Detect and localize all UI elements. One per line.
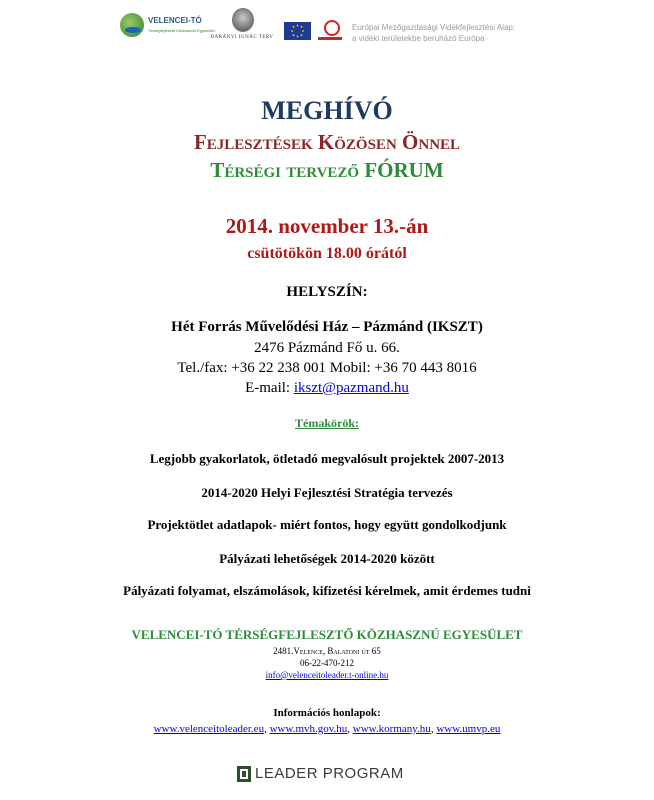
daranyi-ignac-terv-logo (208, 8, 276, 48)
eafrd-line-1: Európai Mezőgazdasági Vidékfejlesztési Alap: (352, 23, 516, 32)
ministry-logo-icon (316, 20, 344, 42)
organizer-phone: 06-22-470-212 (300, 658, 354, 668)
link-separator: , (430, 723, 437, 735)
info-links (0, 723, 654, 735)
eafrd-line-2: a vidéki területekbe beruházó Európa (352, 34, 485, 43)
link-separator: , (264, 723, 270, 735)
portrait-icon (232, 8, 254, 32)
leaf-logo-icon (120, 13, 144, 37)
leader-program-text: LEADER PROGRAM (255, 765, 404, 782)
topic-item: Projektötlet adatlapok- miért fontos, hogy együtt gondolkodjunk (147, 517, 507, 532)
topic-item: Pályázati lehetőségek 2014-2020 között (219, 551, 435, 566)
event-time: csütötökön 18.00 órától (247, 245, 407, 262)
link-velenceitoleader[interactable]: www.velenceitoleader.eu (153, 723, 265, 735)
header-logos (118, 8, 548, 50)
eafrd-text (352, 22, 515, 44)
link-mvh[interactable]: www.mvh.gov.hu (269, 723, 348, 735)
topic-item: Pályázati folyamat, elszámolások, kifizetési kérelmek, amit érdemes tudni (123, 583, 531, 598)
venue-heading: HELYSZÍN: (286, 284, 368, 300)
topic-item: 2014-2020 Helyi Fejlesztési Stratégia tervezés (201, 485, 453, 500)
email-label: E-mail: (245, 380, 294, 396)
velencei-logo-sub: Térségfejlesztő Közhasznú Egyesület (148, 28, 215, 33)
organizer-email-link[interactable]: info@velenceitoleader.t-online.hu (265, 670, 389, 680)
eu-flag-icon (284, 22, 311, 40)
venue-email-line (0, 380, 654, 397)
venue-name: Hét Forrás Művelődési Ház – Pázmánd (IKSZT) (171, 319, 483, 335)
info-heading: Információs honlapok: (273, 707, 381, 719)
venue-address: 2476 Pázmánd Fő u. 66. (254, 340, 400, 356)
invitation-title: MEGHÍVÓ (261, 96, 393, 125)
venue-email-link[interactable]: ikszt@pazmand.hu (293, 380, 409, 396)
forum-suffix: FÓRUM (364, 158, 444, 182)
link-umvp[interactable]: www.umvp.eu (436, 723, 501, 735)
organizer-email-line (0, 670, 654, 680)
velencei-to-logo (118, 10, 215, 44)
daranyi-caption: DARÁNYI IGNÁC TERV (210, 35, 274, 40)
topic-item: Legjobb gyakorlatok, ötletadó megvalósult projektek 2007-2013 (149, 451, 505, 466)
organizer-name: VELENCEI-TÓ TÉRSÉGFEJLESZTŐ KÖZHASZNÚ EGYESÜLET (131, 627, 523, 642)
link-kormany[interactable]: www.kormany.hu (352, 723, 431, 735)
forum-prefix: Térségi tervező (210, 158, 365, 182)
topics-heading: Témakörök: (295, 416, 359, 430)
event-date: 2014. november 13.-án (225, 214, 429, 238)
venue-phones: Tel./fax: +36 22 238 001 Mobil: +36 70 443 8016 (177, 360, 477, 376)
leader-logo-icon (237, 766, 251, 782)
organizer-address: 2481.Velence, Balatoni út 65 (273, 646, 381, 656)
link-separator: , (347, 723, 353, 735)
invitation-subtitle: Fejlesztések Közösen Önnel (193, 130, 461, 154)
forum-title (0, 158, 654, 183)
velencei-logo-name: VELENCEI-TÓ (148, 16, 202, 25)
